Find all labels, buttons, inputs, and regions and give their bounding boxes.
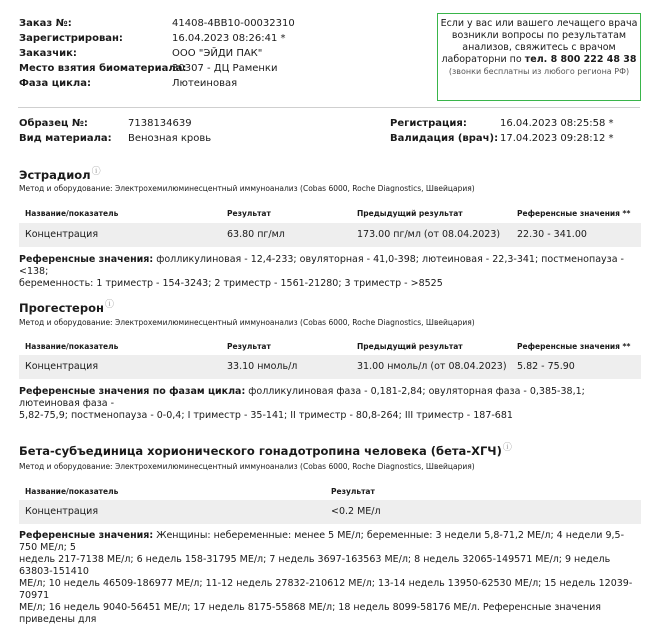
registration-value: 16.04.2023 08:25:58 * (500, 118, 614, 129)
progesterone-table-header (19, 338, 641, 356)
hcg-reference-line-1 (19, 530, 639, 554)
progesterone-method: Метод и оборудование: Электрохемилюминесцентный иммуноанализ (Cobas 6000, Roche Diagnostics, Швейцария) (19, 318, 475, 327)
progesterone-title-text: Прогестерон (19, 300, 104, 315)
hcg-table-header (19, 483, 641, 501)
reference-text: фолликулиновая - 12,4-233; овуляторная - 41,0-398; лютеиновая - 22,3-341; постменопауза - <138; (19, 254, 624, 277)
cell-result: 33.10 нмоль/л (227, 361, 298, 372)
hcg-title (19, 440, 512, 458)
cell-name: Концентрация (25, 361, 99, 372)
header-reference: Референсные значения ** (517, 209, 631, 218)
sample-number-label: Образец №: (19, 118, 88, 129)
collection-place-value: 30307 - ДЦ Раменки (172, 63, 278, 74)
validation-label: Валидация (врач): (390, 133, 499, 144)
registered-label: Зарегистрирован: (19, 33, 123, 44)
cell-result: <0.2 МЕ/л (331, 506, 381, 517)
hcg-reference-line-2: недель 217-7138 МЕ/л; 6 недель 158-31795 МЕ/л; 7 недель 3697-163563 МЕ/л; 8 недель 32065-149571 МЕ/л; 9 недель 63803-151410 (19, 554, 611, 577)
cell-reference: 22.30 - 341.00 (517, 229, 587, 240)
divider (18, 107, 640, 108)
header-previous: Предыдущий результат (357, 209, 463, 218)
progesterone-reference-line-2: 5,82-75,9; постменопауза - 0-0,4; I триместр - 35-141; II триместр - 80,8-264; III триместр - 187-681 (19, 410, 513, 421)
reference-text: Женщины: небеременные: менее 5 МЕ/л; беременные: 3 недели 5,8-71,2 МЕ/л; 4 недели 9,5-750 МЕ/л; 5 (19, 530, 625, 553)
header-result: Результат (227, 209, 271, 218)
contact-line-3: анализов, свяжитесь с врачом (462, 42, 616, 53)
info-icon[interactable]: ⓘ (91, 167, 101, 177)
cell-name: Концентрация (25, 506, 99, 517)
cell-previous: 31.00 нмоль/л (от 08.04.2023) (357, 361, 507, 372)
contact-line-4 (438, 54, 640, 66)
order-number-value: 41408-4BB10-00032310 (172, 18, 295, 29)
cell-name: Концентрация (25, 229, 99, 240)
table-row (19, 223, 641, 247)
hcg-reference (19, 530, 639, 626)
cell-previous: 173.00 пг/мл (от 08.04.2023) (357, 229, 501, 240)
info-icon[interactable]: ⓘ (104, 300, 114, 310)
estradiol-title (19, 164, 101, 182)
info-icon[interactable]: ⓘ (502, 443, 512, 453)
header-previous: Предыдущий результат (357, 342, 463, 351)
contact-box (437, 13, 641, 101)
hcg-reference-line-4: МЕ/л; 16 недель 9040-56451 МЕ/л; 17 недель 8175-55868 МЕ/л; 18 недель 8099-58176 МЕ/л. Референсные значения приведены для (19, 602, 601, 625)
reference-label: Референсные значения: (19, 254, 154, 265)
cell-result: 63.80 пг/мл (227, 229, 285, 240)
registration-label: Регистрация: (390, 118, 467, 129)
progesterone-reference (19, 386, 639, 422)
table-row (19, 500, 641, 524)
cell-reference: 5.82 - 75.90 (517, 361, 575, 372)
order-number-label: Заказ №: (19, 18, 72, 29)
estradiol-method: Метод и оборудование: Электрохемилюминесцентный иммуноанализ (Cobas 6000, Roche Diagnostics, Швейцария) (19, 184, 475, 193)
table-row (19, 355, 641, 379)
progesterone-title (19, 297, 114, 315)
registered-value: 16.04.2023 08:26:41 * (172, 33, 286, 44)
reference-label: Референсные значения по фазам цикла: (19, 386, 246, 397)
estradiol-reference (19, 254, 639, 290)
contact-line-1: Если у вас или вашего лечащего врача (440, 18, 638, 29)
collection-place-label: Место взятия биоматериала: (19, 63, 187, 74)
hcg-title-text: Бета-субъединица хорионического гонадотропина человека (бета-ХГЧ) (19, 443, 502, 458)
reference-text: фолликулиновая фаза - 0,181-2,84; овуляторная фаза - 0,385-38,1; лютеиновая фаза - (19, 386, 585, 409)
header-result: Результат (227, 342, 271, 351)
hcg-method: Метод и оборудование: Электрохемилюминесцентный иммуноанализ (Cobas 6000, Roche Diagnostics, Швейцария) (19, 462, 475, 471)
header-reference: Референсные значения ** (517, 342, 631, 351)
cycle-phase-value: Лютеиновая (172, 78, 238, 89)
estradiol-reference-line-1 (19, 254, 639, 278)
hcg-reference-line-3: МЕ/л; 10 недель 46509-186977 МЕ/л; 11-12 недель 27832-210612 МЕ/л; 13-14 недель 13950-62530 МЕ/л; 15 недель 12039-70971 (19, 578, 633, 601)
contact-line-5: (звонки бесплатны из любого региона РФ) (448, 67, 630, 76)
estradiol-reference-line-2: беременность: 1 триместр - 154-3243; 2 триместр - 1561-21280; 3 триместр - >8525 (19, 278, 443, 289)
header-result: Результат (331, 487, 375, 496)
customer-label: Заказчик: (19, 48, 77, 59)
progesterone-reference-line-1 (19, 386, 639, 410)
validation-value: 17.04.2023 09:28:12 * (500, 133, 614, 144)
sample-number-value: 7138134639 (128, 118, 192, 129)
contact-phone[interactable]: тел. 8 800 222 48 38 (524, 54, 637, 65)
header-name: Название/показатель (25, 487, 119, 496)
estradiol-table-header (19, 205, 641, 223)
cycle-phase-label: Фаза цикла: (19, 78, 91, 89)
material-value: Венозная кровь (128, 133, 212, 144)
material-label: Вид материала: (19, 133, 112, 144)
reference-label: Референсные значения: (19, 530, 154, 541)
customer-value: ООО "ЭЙДИ ПАК" (172, 48, 263, 59)
header-name: Название/показатель (25, 209, 119, 218)
contact-line-4-prefix: лабораторни по (441, 54, 522, 65)
header-name: Название/показатель (25, 342, 119, 351)
contact-line-2: возникли вопросы по результатам (451, 30, 627, 41)
estradiol-title-text: Эстрадиол (19, 167, 91, 182)
